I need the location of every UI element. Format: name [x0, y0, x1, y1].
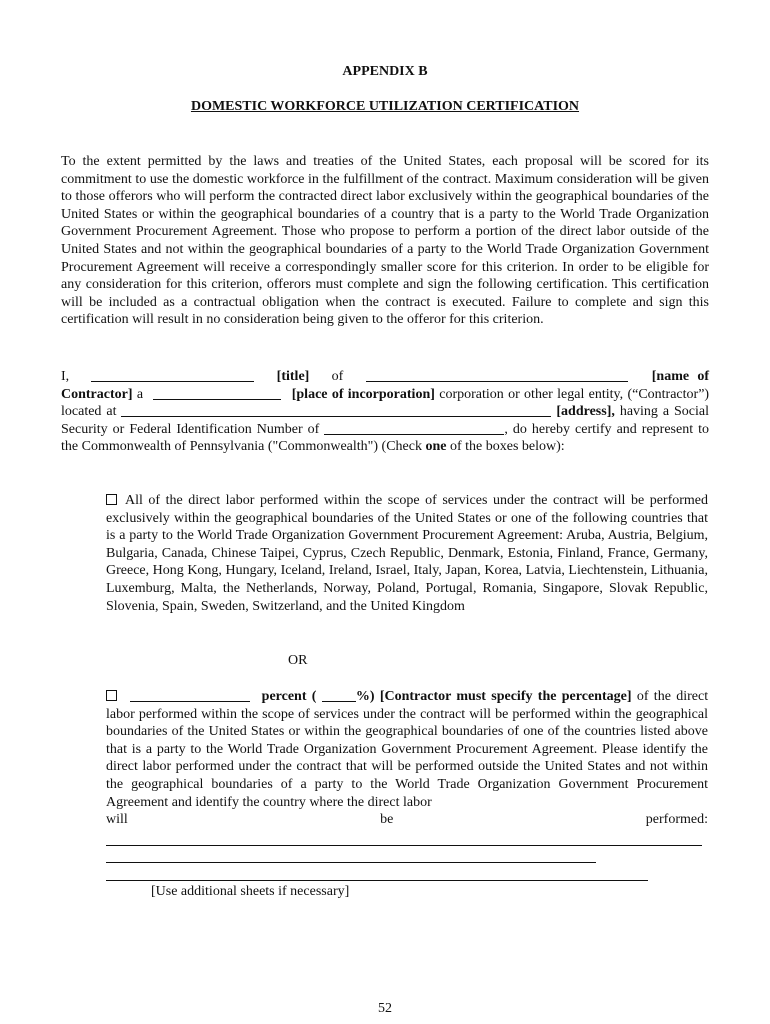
description-line-3[interactable] — [106, 880, 648, 881]
description-line-2[interactable] — [106, 862, 596, 863]
percent-words-blank[interactable] — [130, 688, 250, 702]
place-of-incorporation-blank[interactable] — [153, 386, 281, 400]
contractor-name-blank[interactable] — [366, 368, 628, 382]
exclusive-domestic-checkbox[interactable] — [106, 494, 117, 505]
justified-last-line: will be performed: — [106, 812, 708, 828]
percent-number-blank[interactable] — [322, 688, 356, 702]
certification-statement: I, [title] of [name of Contractor] a [place of incorporation] corporation or other legal entity, (“Contractor”) located at [address], having a Social Security or Federal Identification Number of , do hereby certify and represent to the Commonwealth of Pennsylvania ("Commonwealth") (Check one of the boxes below): — [61, 369, 710, 455]
page-title: DOMESTIC WORKFORCE UTILIZATION CERTIFICATION — [190, 99, 580, 114]
appendix-heading: APPENDIX B — [342, 64, 428, 79]
address-blank[interactable] — [121, 403, 551, 417]
page-number: 52 — [378, 1001, 392, 1016]
description-line-1[interactable] — [106, 845, 702, 846]
option-percentage: percent ( %) [Contractor must specify the percentage] of the direct labor performed within the scope of services under the contract will be performed within the geographical boundaries of the United States or within the geographical boundaries of one of the countries listed above that is a party to the World Trade Organization Government Procurement Agreement. Please identify the direct labor performed under the contract that will be performed outside the United States and not within the geographical boundaries of a party to the World Trade Organization Government Procurement Agreement and identify the country where the direct labor will be performed: — [106, 689, 709, 828]
additional-sheets-note: [Use additional sheets if necessary] — [151, 884, 350, 899]
option-exclusive-domestic: All of the direct labor performed within the scope of services under the contract will be performed exclusively within the geographical boundaries of the United States or one of the following countries that is a party to the World Trade Organization Government Procurement Agreement: Aruba, Austria, Belgium, Bulgaria, Canada, Chinese Taipei, Cyprus, Czech Republic, Denmark, Estonia, Finland, France, Germany, Greece, Hong Kong, Hungary, Iceland, Ireland, Israel, Italy, Japan, Korea, Latvia, Liechtenstein, Lithuania, Luxemburg, Malta, the Netherlands, Norway, Poland, Portugal, Romania, Singapore, Slovak Republic, Slovenia, Spain, Sweden, Switzerland, and the United Kingdom — [106, 493, 708, 614]
name-blank[interactable] — [91, 368, 254, 382]
percentage-checkbox[interactable] — [106, 690, 117, 701]
federal-id-blank[interactable] — [324, 421, 504, 435]
or-separator: OR — [288, 653, 308, 668]
intro-paragraph: To the extent permitted by the laws and treaties of the United States, each proposal will be scored for its commitment to use the domestic workforce in the fulfillment of the contract. Maximum consideration will be given to those offerors who will perform the contracted direct labor exclusively within the geographical boundaries of the United States or within the geographical boundaries of a country that is a party to the World Trade Organization Government Procurement Agreement. Those who propose to perform a portion of the direct labor outside of the United States and not within the geographical boundaries of a party to the World Trade Organization Government Procurement Agreement will receive a correspondingly smaller score for this criterion. In order to be eligible for any consideration for this criterion, offerors must complete and sign the following certification. This certification will be included as a contractual obligation when the contract is executed. Failure to complete and sign this certification will result in no consideration being given to the offeror for this criterion. — [61, 154, 709, 328]
